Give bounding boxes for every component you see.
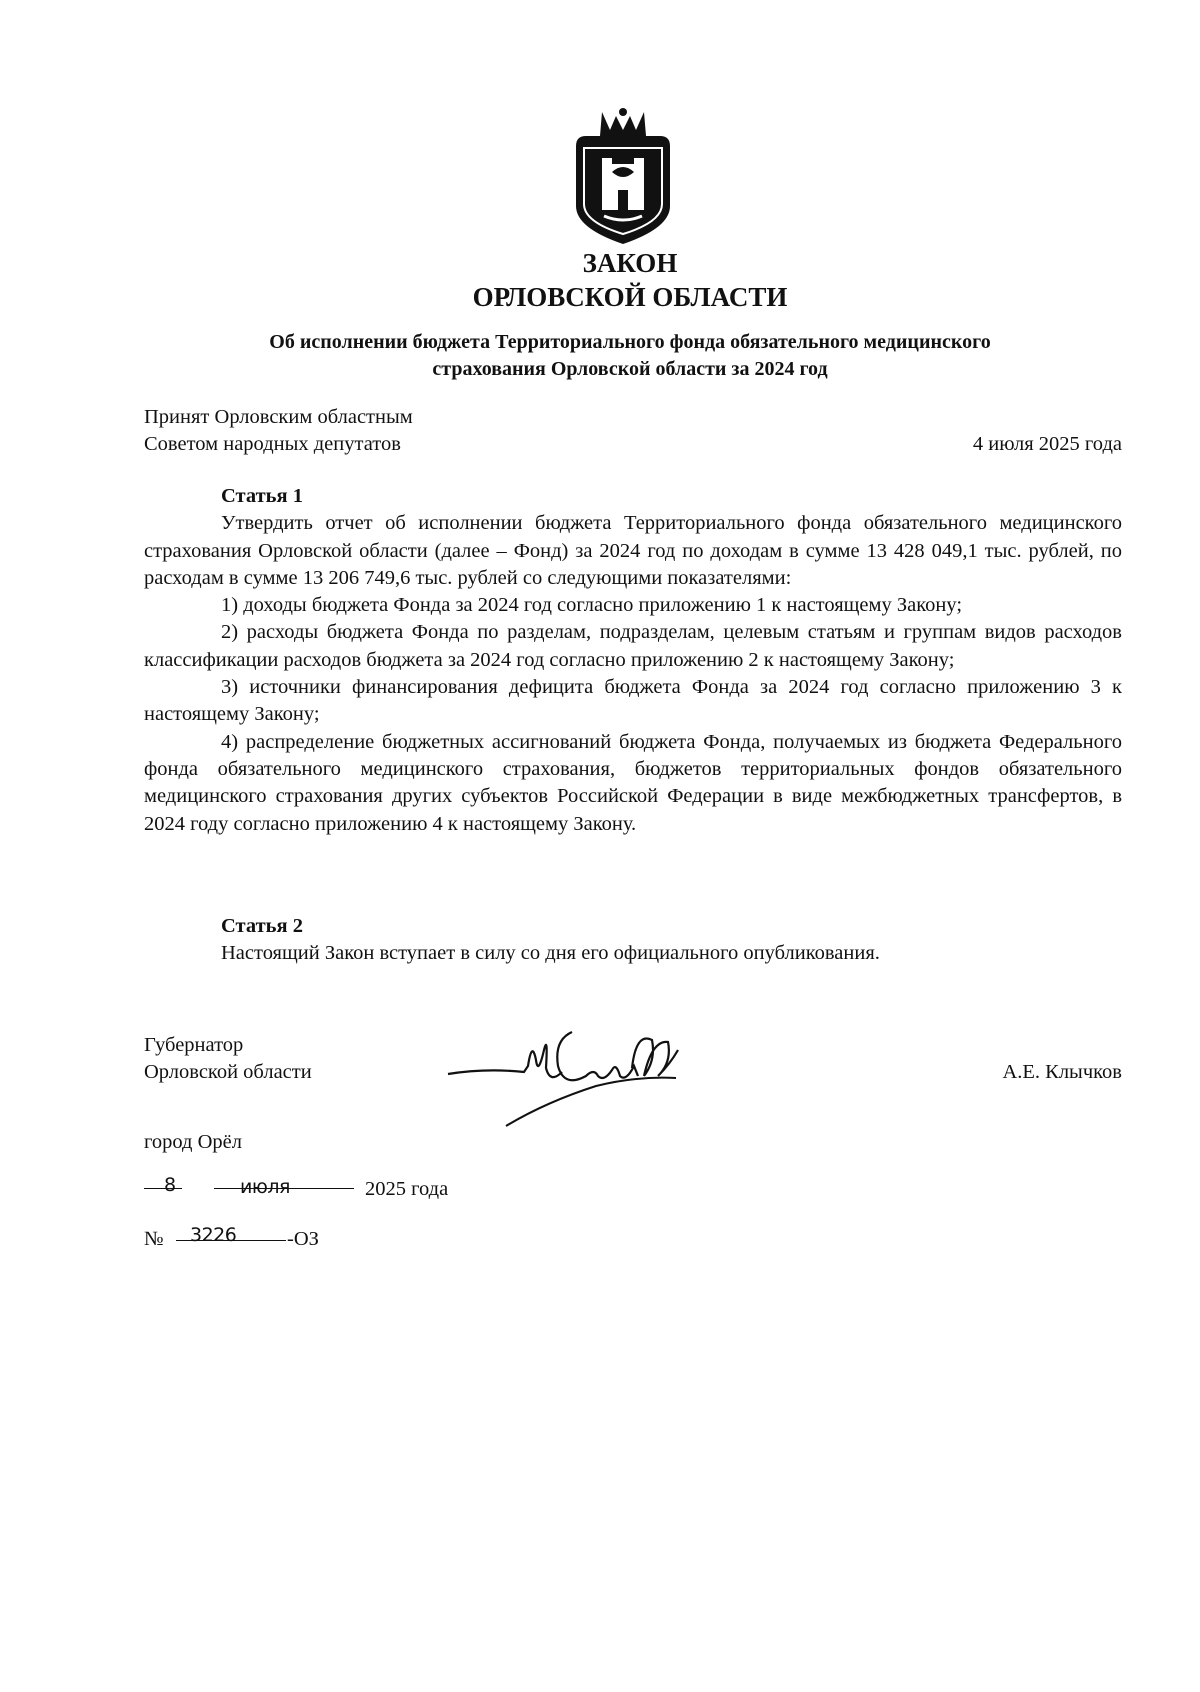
article-1-item-2: 2) расходы бюджета Фонда по разделам, подразделам, целевым статьям и группам видов расходов классификации расходов бюджета за 2024 год согласно приложению 2 к настоящему Закону; <box>144 621 1122 671</box>
article-2-text: Настоящий Закон вступает в силу со дня его официального опубликования. <box>221 942 880 965</box>
governor-name: А.Е. Клычков <box>1002 1061 1122 1083</box>
adoption-line-1: Принят Орловским областным <box>144 406 413 428</box>
city: город Орёл <box>144 1131 242 1153</box>
adoption-line-2: Советом народных депутатов <box>144 433 401 455</box>
article-1 <box>144 483 1122 838</box>
governor-title-line-2: Орловской области <box>144 1061 312 1083</box>
article-2 <box>144 913 1122 968</box>
article-1-title: Статья 1 <box>221 485 303 507</box>
coat-of-arms-emblem <box>572 106 674 246</box>
date-day: 8 <box>164 1174 176 1196</box>
article-2-title: Статья 2 <box>221 915 303 937</box>
handwritten-signature <box>446 1010 696 1140</box>
law-subject-line-2: страхования Орловской области за 2024 год <box>432 358 828 380</box>
article-1-item-4: 4) распределение бюджетных ассигнований бюджета Фонда, получаемых из бюджета Федерального фонда обязательного медицинского страхования, бюджетов территориальных фондов обязательного медицинского страхования других субъектов Российской Федерации в виде межбюджетных трансфертов, в 2024 году согласно приложению 4 к настоящему Закону. <box>144 730 1122 835</box>
article-1-intro: Утвердить отчет об исполнении бюджета Территориального фонда обязательного медицинского страхования Орловской области (далее – Фонд) за 2024 год по доходам в сумме 13 428 049,1 тыс. рублей, по расходам в сумме 13 206 749,6 тыс. рублей со следующими показателями: <box>144 512 1122 589</box>
governor-title-line-1: Губернатор <box>144 1034 244 1056</box>
number-prefix: № <box>144 1228 164 1250</box>
adoption-date: 4 июля 2025 года <box>972 433 1122 455</box>
law-number: 3226 <box>190 1224 237 1246</box>
law-subject-line-1: Об исполнении бюджета Территориального фонда обязательного медицинского <box>269 331 991 353</box>
day-underline <box>144 1188 182 1189</box>
region-heading: ОРЛОВСКОЙ ОБЛАСТИ <box>472 282 788 312</box>
article-1-item-3: 3) источники финансирования дефицита бюджета Фонда за 2024 год согласно приложению 3 к настоящему Закону; <box>144 676 1122 726</box>
date-month: июля <box>240 1176 290 1198</box>
date-year: 2025 года <box>365 1178 449 1200</box>
number-suffix: -ОЗ <box>287 1228 319 1250</box>
article-1-item-1: 1) доходы бюджета Фонда за 2024 год согласно приложению 1 к настоящему Закону; <box>221 594 963 617</box>
law-heading: ЗАКОН <box>582 248 678 278</box>
